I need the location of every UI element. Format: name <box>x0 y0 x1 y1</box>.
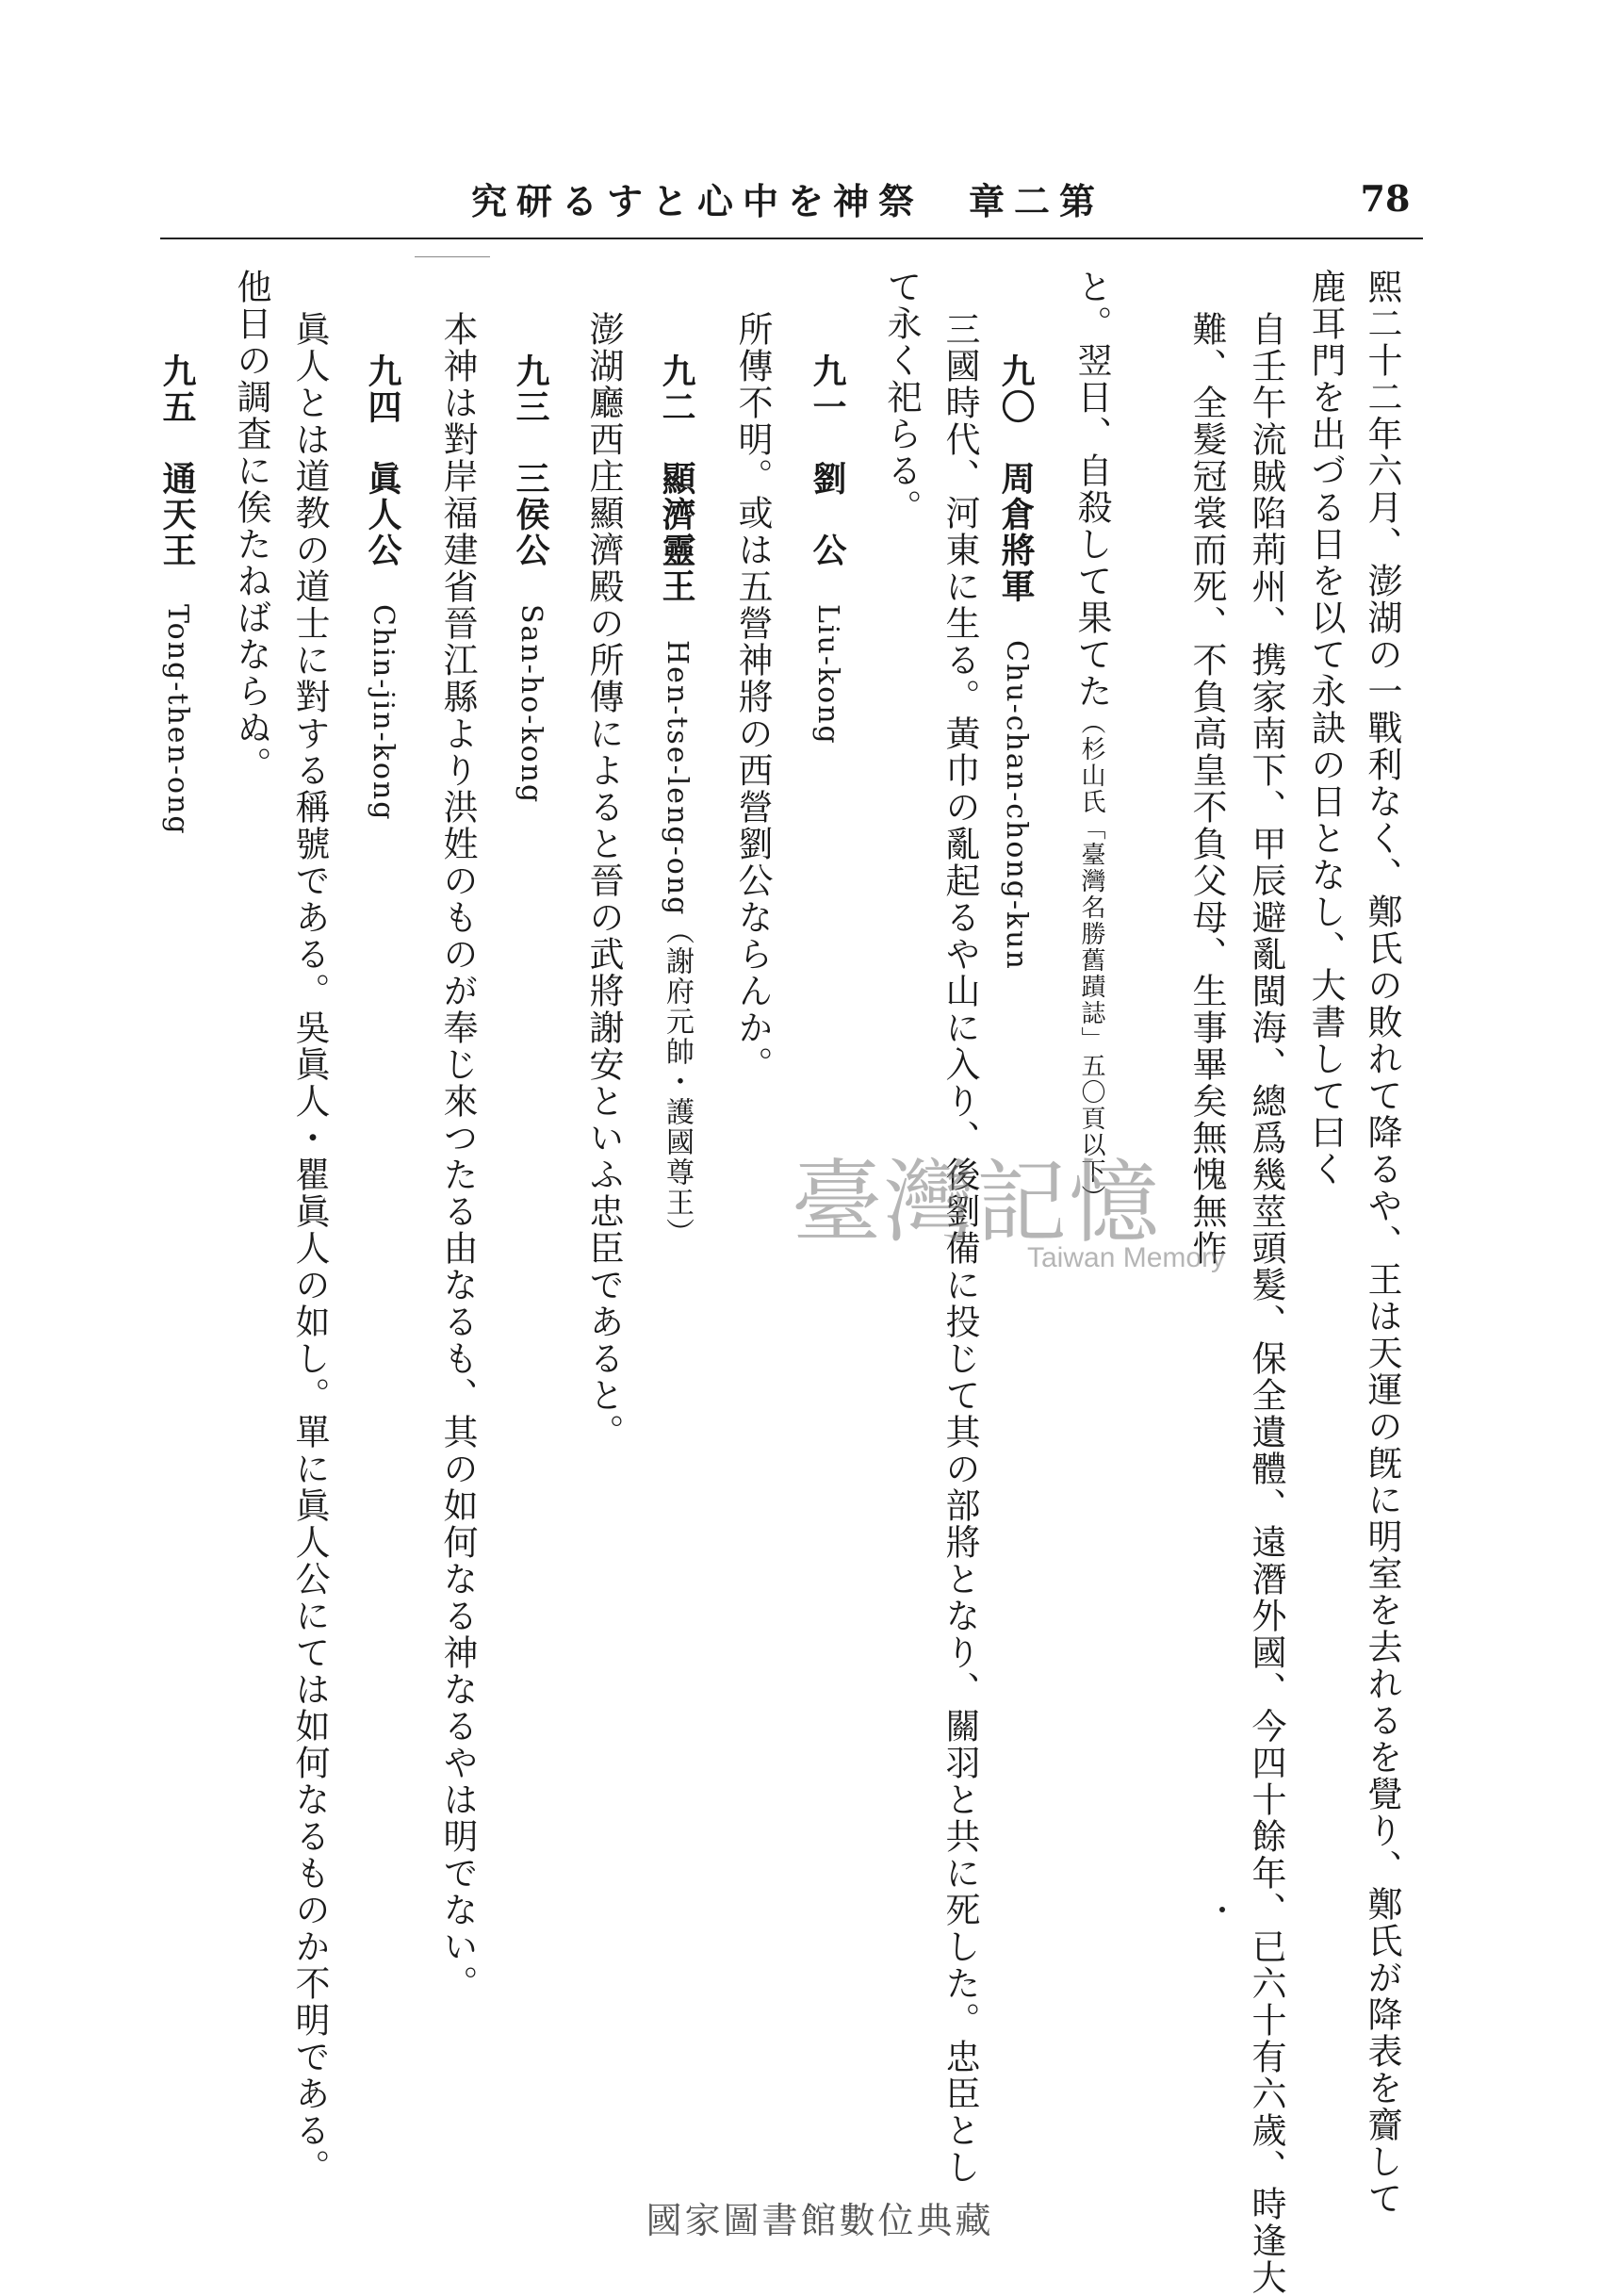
library-credit: 國家圖書館數位典藏 <box>646 2200 994 2241</box>
entry-name: 顯濟靈王 <box>657 461 696 604</box>
header-rule-mark <box>415 256 490 257</box>
ink-speck <box>1219 1907 1225 1912</box>
body-text: と。翌日、自殺して果てた <box>1071 269 1112 710</box>
entry-90 <box>996 353 1036 971</box>
running-header-title: 究研るすと心中を神祭 章二第 <box>471 179 1105 222</box>
entry-95 <box>157 353 197 836</box>
entry-93 <box>511 353 550 805</box>
entry-romaji: Tong-then-ong <box>161 604 194 836</box>
entry-94 <box>363 353 402 822</box>
entry-91 <box>808 353 847 746</box>
entry-name: 通天王 <box>157 461 197 568</box>
entry-romaji: San-ho-kong <box>515 604 548 805</box>
header-rule <box>160 238 1423 239</box>
entry-92 <box>657 353 696 1249</box>
watermark-en: Taiwan Memory <box>1027 1242 1226 1273</box>
entry-number: 九一 <box>808 353 847 425</box>
body-column-8: 所傳不明。或は五營神將の西營劉公ならんか。 <box>732 311 773 1083</box>
entry-name: 劉 公 <box>808 461 847 568</box>
entry-number: 九〇 <box>996 353 1036 425</box>
entry-name: 周倉將軍 <box>996 461 1036 604</box>
body-column-9: 澎湖廳西庄顯濟殿の所傳によると晉の武將謝安といふ忠臣であると。 <box>583 311 624 1451</box>
entry-romaji: Chu-chan-chong-kun <box>1000 640 1033 971</box>
entry-name: 三侯公 <box>511 461 550 568</box>
citation: （杉山氏「臺灣名勝舊蹟誌」五〇頁以下） <box>1077 710 1105 1211</box>
body-column-6: 三國時代、河東に生る。黃巾の亂起るや山に入り、後劉備に投じて其の部將となり、關羽と共に死した。忠臣とし <box>940 311 980 2186</box>
entry-romaji: Chin-jin-kong <box>367 604 400 822</box>
body-column-10: 本神は對岸福建省晉江縣より洪姓のものが奉じ來つたる由なるも、其の如何なる神なるやは明でない。 <box>437 311 478 2002</box>
body-column-3: 自壬午流賊陷荊州、携家南下、甲辰避亂閩海、總爲幾莖頭髮、保全遺體、遠潛外國、今四十餘年、已六十有六歲、時逢大 <box>1246 311 1286 2296</box>
entry-name: 眞人公 <box>363 461 402 568</box>
entry-number: 九三 <box>511 353 550 425</box>
body-column-4: 難、全髮冠裳而死、不負高皇不負父母、生事畢矣無愧無怍 <box>1186 311 1227 1267</box>
page-number: 78 <box>1360 176 1411 220</box>
entry-romaji: Liu-kong <box>811 604 844 746</box>
body-column-11: 眞人とは道教の道士に對する稱號である。吳眞人・瞿眞人の如し。單に眞人公にては如何なるものか不明である。 <box>289 311 330 2186</box>
body-column-2: 鹿耳門を出づる日を以て永訣の日となし、大書して曰く <box>1305 269 1346 1188</box>
body-column-1: 熙二十二年六月、澎湖の一戰利なく、鄭氏の敗れて降るや、王は天運の旣に明室を去れるを覺り、鄭氏が降表を齎して <box>1362 269 1402 2217</box>
entry-number: 九二 <box>657 353 696 425</box>
entry-number: 九五 <box>157 353 197 425</box>
body-column-7: て永く祀らる。 <box>881 269 922 526</box>
entry-romaji: Hen-tse-leng-ong <box>661 640 694 917</box>
entry-number: 九四 <box>363 353 402 425</box>
watermark-cjk: 臺灣記憶 <box>792 1150 1161 1255</box>
body-column-5 <box>1071 269 1112 1211</box>
body-column-12: 他日の調査に俟たねばならぬ。 <box>231 269 271 783</box>
entry-note: （謝府元帥・護國尊王） <box>661 916 694 1249</box>
